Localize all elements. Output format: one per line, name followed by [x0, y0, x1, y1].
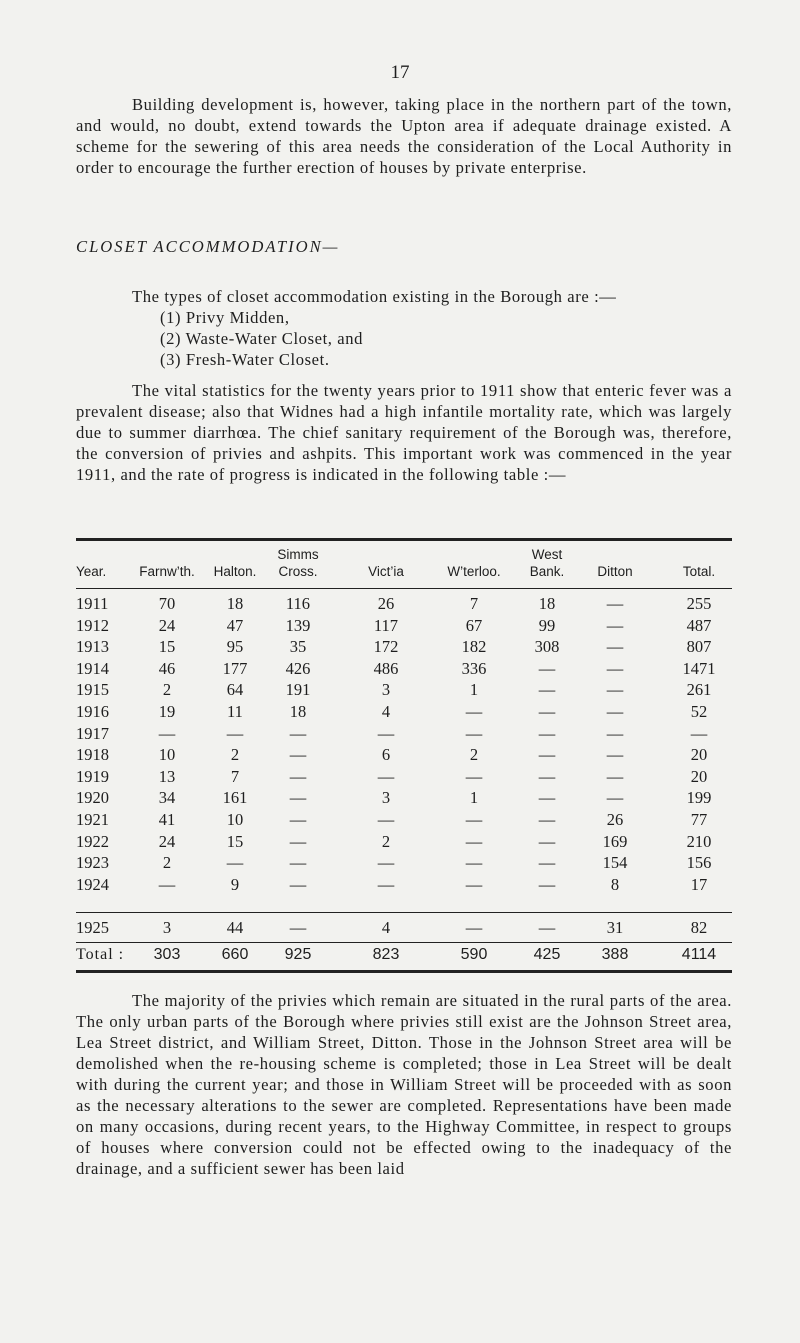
table-row-1925: [0, 918, 800, 940]
cell-victoria: 486: [373, 658, 399, 678]
cell-halton: 18: [226, 594, 244, 613]
cell-waterloo: —: [465, 810, 483, 829]
cell-west-bank: 425: [533, 946, 561, 963]
cell-ditton: —: [606, 658, 624, 678]
cell-ditton: 26: [606, 810, 624, 829]
cell-ditton: 169: [602, 831, 628, 851]
table-total-row: [0, 946, 800, 968]
cell-west-bank: —: [538, 853, 556, 873]
cell-ditton: —: [606, 788, 624, 808]
cell-total: 199: [686, 788, 712, 808]
cell-total: 156: [686, 853, 712, 873]
table-row: [0, 680, 800, 702]
cell-total: 52: [690, 702, 708, 721]
table-top-rule: [76, 538, 732, 541]
cell-farnworth: 10: [158, 745, 176, 765]
table-row: [0, 724, 800, 746]
cell-farnworth: 46: [158, 658, 176, 678]
header-victoria: Vict’ia: [368, 564, 404, 579]
cell-halton: —: [226, 853, 244, 873]
header-simms-cross: Simms Cross.: [277, 547, 319, 579]
table-total-rule: [76, 942, 732, 943]
cell-halton: 15: [226, 831, 244, 851]
stats-paragraph: The vital statistics for the twenty years prior to 1911 show that enteric fever was a prevalent disease; also that Widnes had a high infantile mortality rate, which was largely due to summer diarrhœa. The chief sanitary requirement of the Borough was, therefore, the conversion of privies and ashpits. This important work was commenced in the year 1911, and the rate of progress is indicated in the following table :—: [76, 381, 732, 484]
cell-waterloo: —: [465, 853, 483, 873]
cell-ditton: —: [606, 637, 624, 657]
cell-victoria: 4: [381, 702, 391, 721]
cell-total: 77: [690, 810, 708, 829]
cell-year: 1911: [76, 594, 109, 613]
cell-total: 487: [686, 615, 712, 635]
cell-farnworth: 15: [158, 637, 176, 657]
table-row: [0, 767, 800, 789]
header-total: Total.: [682, 564, 716, 579]
cell-halton: 177: [222, 658, 248, 678]
cell-waterloo: 336: [461, 658, 487, 678]
cell-total: 20: [690, 766, 708, 786]
cell-ditton: 8: [610, 874, 620, 894]
cell-waterloo: 182: [461, 637, 487, 657]
cell-halton: 11: [227, 702, 243, 721]
table-row: [0, 637, 800, 659]
cell-total: 255: [686, 594, 712, 613]
cell-total: 261: [686, 680, 712, 700]
cell-victoria: 6: [381, 745, 391, 765]
cell-simms-cross: 35: [289, 637, 307, 657]
cell-total: 807: [686, 637, 712, 657]
cell-simms-cross: —: [289, 874, 307, 894]
cell-ditton: —: [606, 680, 624, 700]
cell-total: 4114: [681, 946, 717, 963]
header-year: Year.: [76, 564, 107, 579]
cell-ditton: —: [606, 594, 624, 613]
table-row: [0, 616, 800, 638]
cell-ditton: 31: [606, 918, 624, 937]
cell-ditton: —: [606, 615, 624, 635]
cell-total: —: [690, 723, 708, 743]
section-heading: CLOSET ACCOMMODATION—: [76, 237, 340, 256]
cell-waterloo: —: [465, 874, 483, 894]
table-row: [0, 745, 800, 767]
cell-farnworth: 13: [158, 766, 176, 786]
table-1925-rule: [76, 912, 732, 913]
cell-year: 1920: [76, 788, 109, 808]
cell-year: 1914: [76, 658, 109, 678]
cell-farnworth: 41: [158, 810, 176, 829]
table-row: [0, 875, 800, 897]
cell-victoria: —: [377, 723, 395, 743]
table-header-rule: [76, 588, 732, 589]
cell-waterloo: 1: [469, 680, 479, 700]
cell-halton: 7: [230, 766, 240, 786]
cell-halton: 9: [230, 874, 240, 894]
cell-farnworth: 24: [158, 615, 176, 635]
types-intro: The types of closet accommodation existing in the Borough are :—: [132, 287, 617, 306]
cell-west-bank: —: [538, 918, 556, 937]
cell-simms-cross: —: [289, 745, 307, 765]
cell-victoria: —: [377, 810, 395, 829]
cell-waterloo: —: [465, 702, 483, 721]
cell-year: 1913: [76, 637, 109, 657]
cell-year: 1921: [76, 810, 109, 829]
header-ditton: Ditton: [597, 564, 633, 579]
table-row: [0, 659, 800, 681]
cell-victoria: 823: [372, 946, 400, 963]
cell-simms-cross: —: [289, 853, 307, 873]
cell-farnworth: 303: [153, 946, 181, 963]
cell-victoria: 2: [381, 831, 391, 851]
cell-halton: —: [226, 723, 244, 743]
cell-west-bank: —: [538, 680, 556, 700]
cell-waterloo: 67: [465, 615, 483, 635]
cell-farnworth: 24: [158, 831, 176, 851]
cell-victoria: 172: [373, 637, 399, 657]
cell-west-bank: —: [538, 766, 556, 786]
cell-west-bank: —: [538, 723, 556, 743]
cell-farnworth: 2: [162, 853, 172, 873]
cell-simms-cross: —: [289, 766, 307, 786]
cell-waterloo: —: [465, 831, 483, 851]
cell-simms-cross: —: [289, 788, 307, 808]
cell-total: 210: [686, 831, 712, 851]
header-waterloo: W’terloo.: [447, 564, 501, 579]
cell-waterloo: 1: [469, 788, 479, 808]
cell-west-bank: 308: [534, 637, 560, 657]
cell-victoria: —: [377, 766, 395, 786]
cell-simms-cross: 116: [285, 594, 311, 613]
cell-west-bank: —: [538, 658, 556, 678]
cell-year: 1919: [76, 766, 109, 786]
table-bottom-rule: [76, 970, 732, 973]
cell-waterloo: 590: [460, 946, 488, 963]
cell-year: 1916: [76, 702, 109, 721]
cell-west-bank: —: [538, 702, 556, 721]
cell-year: 1918: [76, 745, 109, 765]
cell-halton: 64: [226, 680, 244, 700]
closet-types-list: [160, 307, 363, 370]
page-number: 17: [390, 62, 410, 83]
cell-waterloo: —: [465, 723, 483, 743]
cell-west-bank: —: [538, 745, 556, 765]
cell-year: 1925: [76, 918, 109, 937]
cell-waterloo: —: [465, 766, 483, 786]
cell-victoria: 3: [381, 680, 391, 700]
cell-west-bank: —: [538, 788, 556, 808]
cell-west-bank: 18: [538, 594, 556, 613]
header-halton: Halton.: [213, 564, 257, 579]
closing-paragraph: The majority of the privies which remain are situated in the rural parts of the area. The only urban parts of the Borough where privies still exist are the Johnson Street area, Lea Street district, and William Street, Ditton. Those in the Johnson Street area will be demolished when the re-housing scheme is completed; those in Lea Street will be dealt with during the current year; and those in William Street will be proceeded with as soon as the necessary alterations to the sewer are completed. Representations have been made on many occasions, during recent years, to the Highway Committee, in respect to groups of houses where conversion could not be effected owing to the inadequacy of the drainage, and a sufficient sewer has been laid: [76, 991, 732, 1178]
cell-farnworth: —: [158, 874, 176, 894]
cell-total: 1471: [682, 658, 716, 678]
cell-waterloo: 2: [469, 745, 479, 765]
header-farnworth: Farnw’th.: [139, 564, 195, 579]
cell-waterloo: 7: [469, 594, 479, 613]
cell-simms-cross: —: [289, 810, 307, 829]
cell-halton: 95: [226, 637, 244, 657]
header-west-bank: West Bank.: [529, 547, 565, 579]
cell-simms-cross: 426: [285, 658, 311, 678]
cell-west-bank: —: [538, 874, 556, 894]
cell-simms-cross: 139: [285, 615, 311, 635]
cell-ditton: 388: [601, 946, 629, 963]
cell-halton: 10: [226, 810, 244, 829]
cell-year: 1912: [76, 615, 109, 635]
table-row: [0, 702, 800, 724]
cell-ditton: —: [606, 723, 624, 743]
cell-simms-cross: 925: [284, 946, 312, 963]
cell-victoria: —: [377, 874, 395, 894]
cell-total: 82: [690, 918, 708, 937]
cell-simms-cross: —: [289, 723, 307, 743]
cell-halton: 161: [222, 788, 248, 808]
table-row: [0, 594, 800, 616]
intro-paragraph: Building development is, however, taking place in the northern part of the town, and would, no doubt, extend towards the Upton area if adequate drainage existed. A scheme for the sewering of this area needs the consideration of the Local Authority in order to encourage the further erection of houses by private enterprise.: [76, 95, 732, 177]
cell-victoria: 117: [373, 615, 399, 635]
cell-farnworth: 70: [158, 594, 176, 613]
cell-year: 1915: [76, 680, 109, 700]
closet-type-item: (2) Waste-Water Closet, and: [160, 329, 364, 348]
table-row: [0, 810, 800, 832]
cell-ditton: —: [606, 745, 624, 765]
cell-west-bank: —: [538, 810, 556, 829]
cell-halton: 44: [226, 918, 244, 937]
cell-waterloo: —: [465, 918, 483, 937]
table-row: [0, 832, 800, 854]
cell-total: 20: [690, 745, 708, 765]
cell-victoria: 4: [381, 918, 391, 937]
cell-year: 1922: [76, 831, 109, 851]
cell-victoria: 3: [381, 788, 391, 808]
cell-total-label: Total :: [76, 946, 125, 963]
cell-farnworth: 19: [158, 702, 176, 721]
cell-year: 1917: [76, 723, 109, 743]
closet-type-item: (1) Privy Midden,: [160, 308, 290, 327]
cell-farnworth: 2: [162, 680, 172, 700]
cell-farnworth: —: [158, 723, 176, 743]
cell-halton: 2: [230, 745, 240, 765]
cell-simms-cross: 191: [285, 680, 311, 700]
cell-victoria: —: [377, 853, 395, 873]
table-row: [0, 788, 800, 810]
cell-west-bank: —: [538, 831, 556, 851]
cell-year: 1924: [76, 874, 109, 894]
cell-total: 17: [690, 874, 708, 894]
cell-simms-cross: 18: [289, 702, 307, 721]
cell-simms-cross: —: [289, 918, 307, 937]
cell-year: 1923: [76, 853, 109, 873]
cell-ditton: 154: [602, 853, 628, 873]
cell-halton: 47: [226, 615, 244, 635]
cell-farnworth: 3: [162, 918, 172, 937]
cell-simms-cross: —: [289, 831, 307, 851]
cell-ditton: —: [606, 766, 624, 786]
table-row: [0, 853, 800, 875]
cell-west-bank: 99: [538, 615, 556, 635]
closet-type-item: (3) Fresh-Water Closet.: [160, 350, 330, 369]
cell-farnworth: 34: [158, 788, 176, 808]
cell-ditton: —: [606, 702, 624, 721]
cell-victoria: 26: [377, 594, 395, 613]
cell-halton: 660: [221, 946, 249, 963]
